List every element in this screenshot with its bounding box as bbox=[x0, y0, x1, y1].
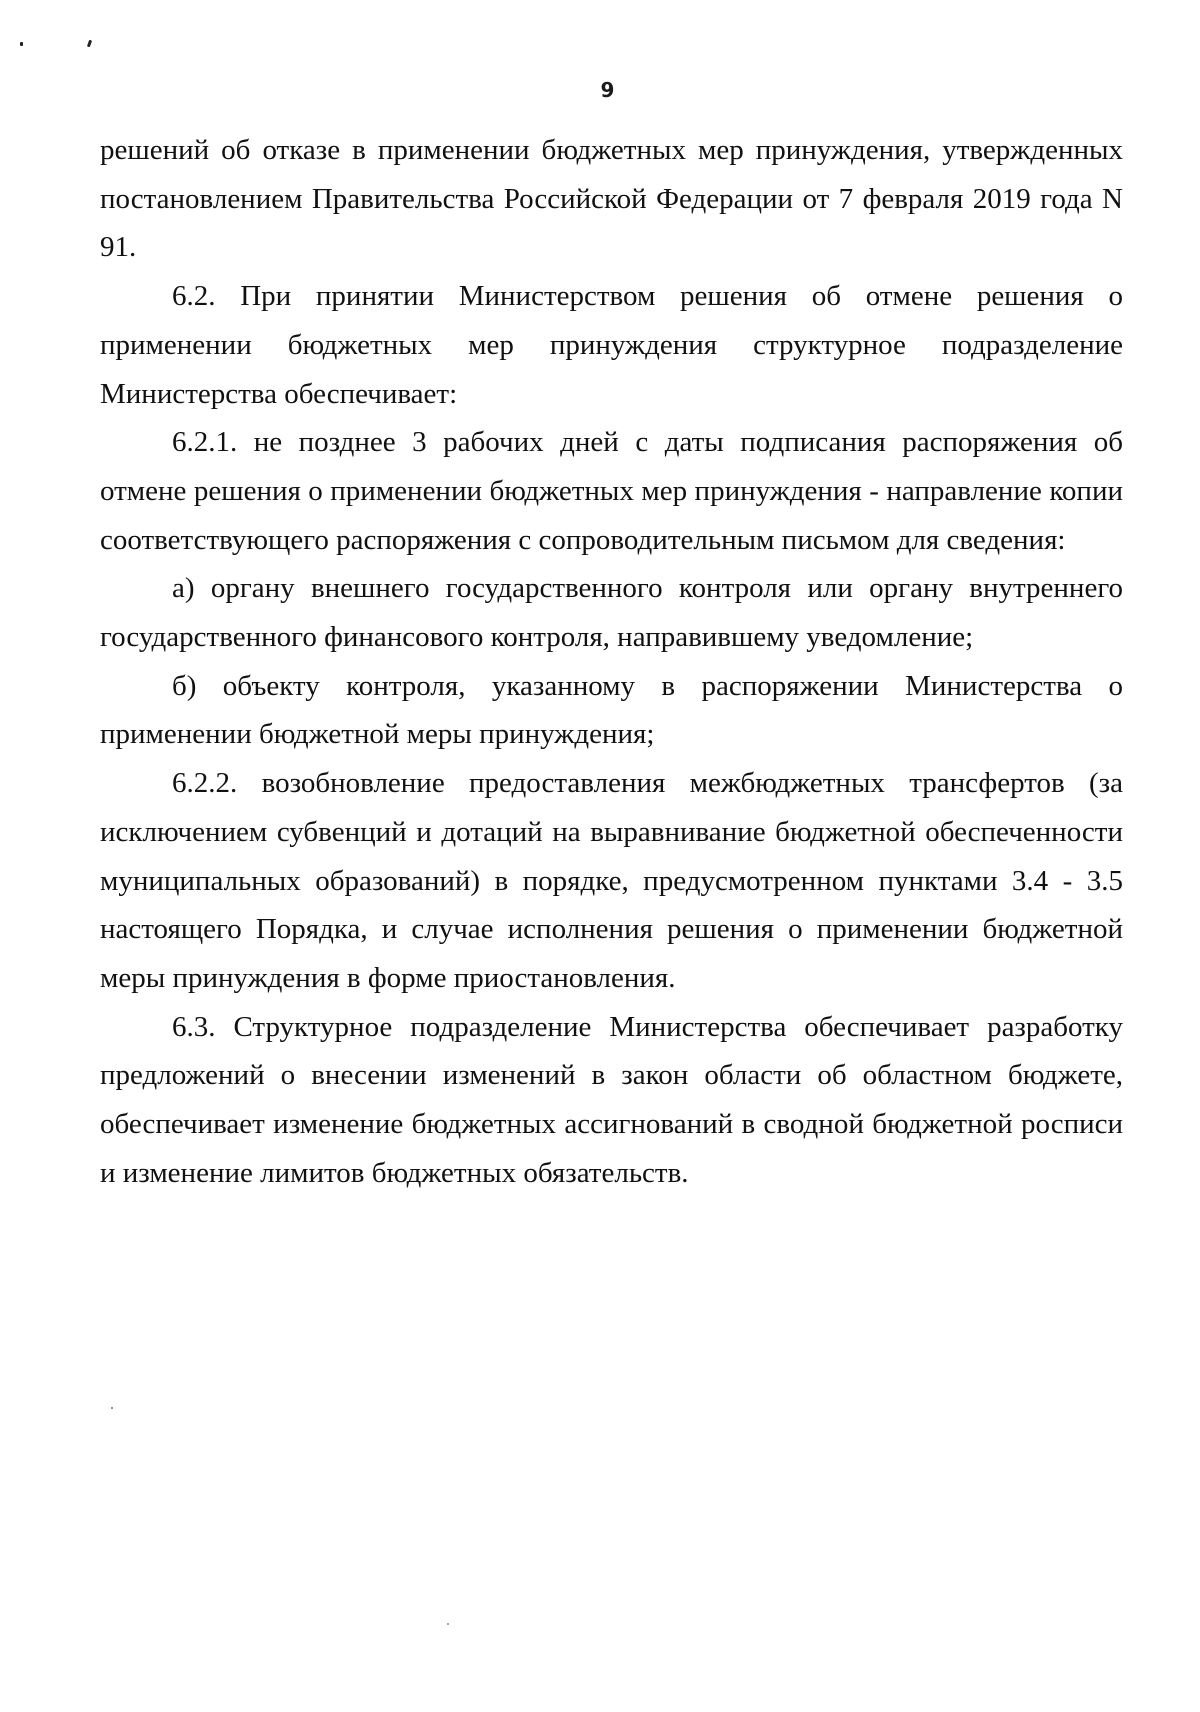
paragraph-6-2-2: 6.2.2. возобновление предоставления межбюджетных трансфертов (за исключением субвенций и дотаций на выравнивание бюджетной обеспеченности муниципальных образований) в порядке, предусмотренном пунктами 3.4 - 3.5 настоящего Порядка, и случае исполнения решения о применении бюджетной меры принуждения в форме приостановления. bbox=[100, 767, 1123, 994]
document-body bbox=[100, 126, 1123, 1197]
page-number: 9 bbox=[600, 78, 615, 102]
paragraph-item-b: б) объекту контроля, указанному в распоряжении Министерства о применении бюджетной меры принуждения; bbox=[100, 669, 1123, 751]
scan-speck-mark bbox=[447, 1623, 449, 1625]
scan-comma-mark bbox=[87, 40, 92, 48]
paragraph-6-2: 6.2. При принятии Министерством решения об отмене решения о применении бюджетных мер принуждения структурное подразделение Министерства обеспечивает: bbox=[100, 280, 1123, 410]
paragraph-6-3: 6.3. Структурное подразделение Министерства обеспечивает разработку предложений о внесении изменений в закон области об областном бюджете, обеспечивает изменение бюджетных ассигнований в сводной бюджетной росписи и изменение лимитов бюджетных обязательств. bbox=[100, 1010, 1123, 1189]
scan-speck-mark bbox=[111, 1407, 113, 1409]
paragraph-6-2-1: 6.2.1. не позднее 3 рабочих дней с даты подписания распоряжения об отмене решения о применении бюджетных мер принуждения - направление копии соответствующего распоряжения с сопроводительным письмом для сведения: bbox=[100, 426, 1123, 556]
paragraph-continuation: решений об отказе в применении бюджетных мер принуждения, утвержденных постановлением Правительства Российской Федерации от 7 февраля 2019 года N 91. bbox=[100, 134, 1123, 264]
paragraph-item-a: а) органу внешнего государственного контроля или органу внутреннего государственного финансового контроля, направившему уведомление; bbox=[100, 572, 1123, 654]
scan-speck-mark bbox=[20, 42, 23, 46]
